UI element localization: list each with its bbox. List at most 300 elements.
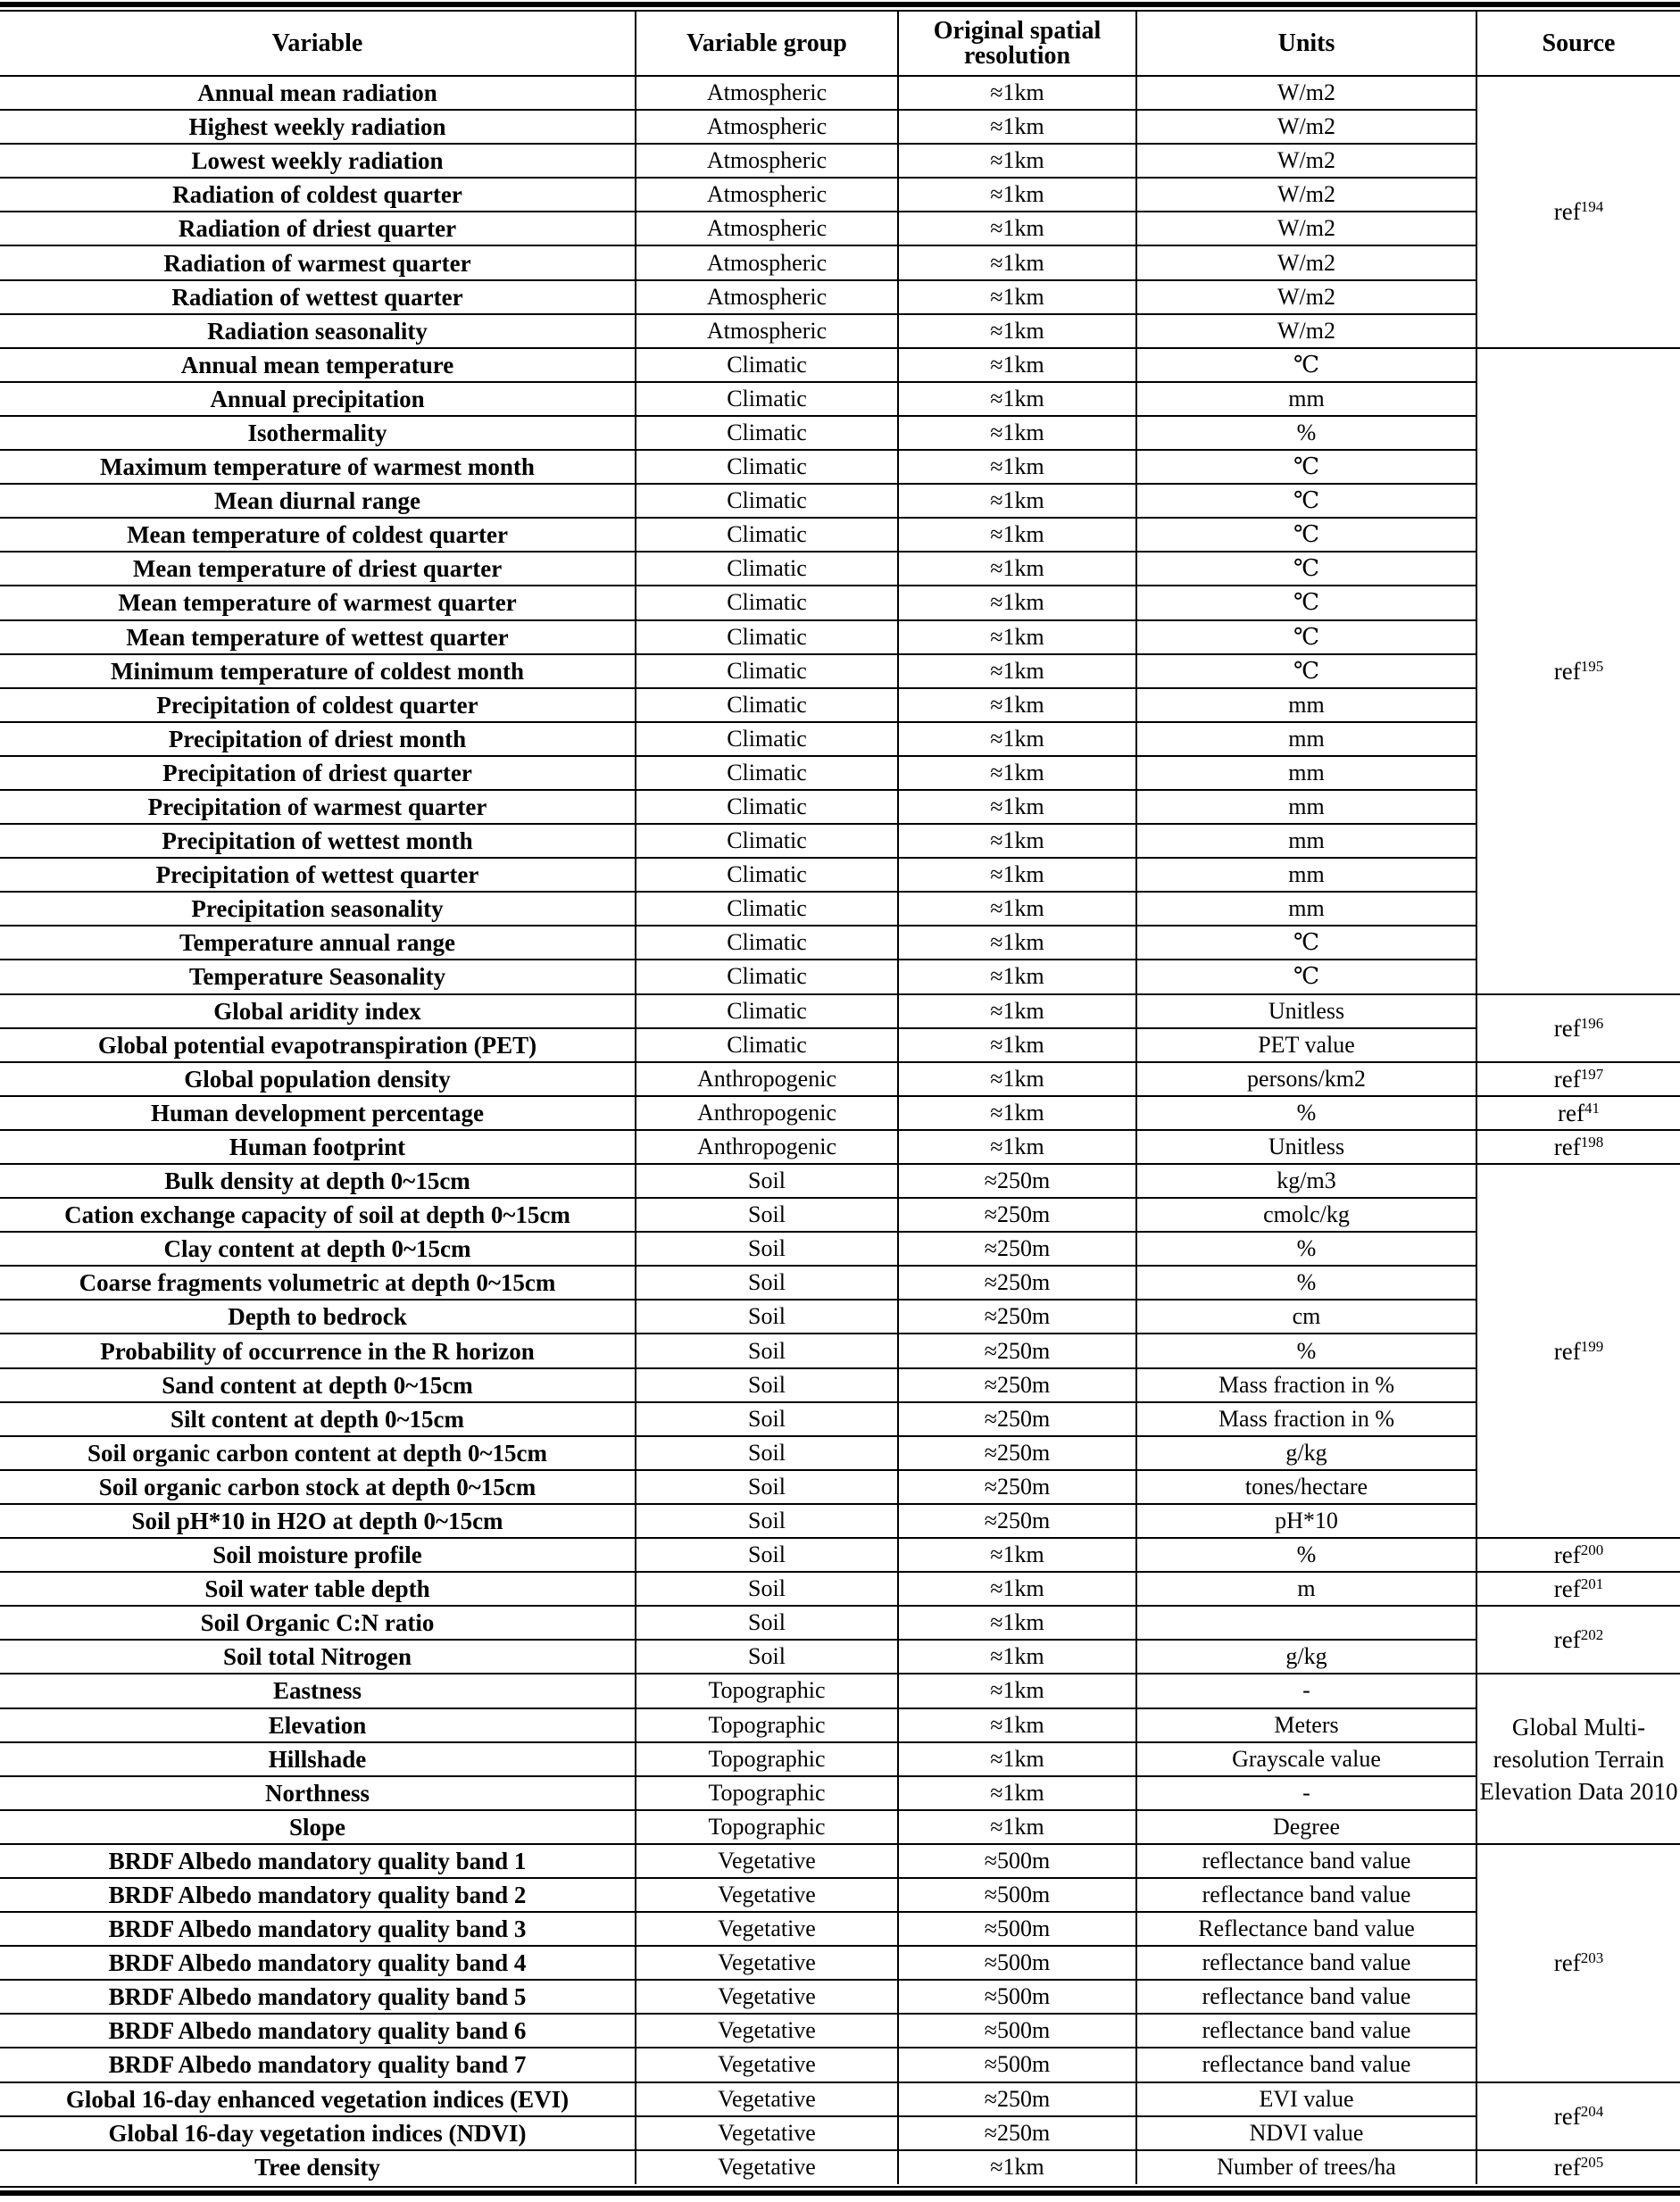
cell-resolution: ≈500m xyxy=(898,2014,1136,2048)
cell-variable-group: Atmospheric xyxy=(636,212,898,245)
cell-variable: Temperature Seasonality xyxy=(0,960,636,993)
cell-variable: Precipitation of driest quarter xyxy=(0,756,636,790)
table-row xyxy=(0,994,1680,1028)
source-text: ref xyxy=(1553,1014,1581,1042)
cell-variable: Temperature annual range xyxy=(0,926,636,960)
cell-variable: Soil Organic C:N ratio xyxy=(0,1606,636,1640)
cell-variable-group: Topographic xyxy=(636,1674,898,1708)
cell-variable: Precipitation of wettest quarter xyxy=(0,858,636,892)
table-row xyxy=(0,1878,1680,1912)
cell-variable: Mean temperature of driest quarter xyxy=(0,552,636,586)
cell-variable-group: Soil xyxy=(636,1164,898,1198)
source-text: ref xyxy=(1553,1065,1581,1093)
cell-source xyxy=(1476,1538,1680,1572)
cell-variable: Global aridity index xyxy=(0,994,636,1028)
cell-resolution: ≈1km xyxy=(898,892,1136,926)
bottom-rule-thin xyxy=(0,2186,1680,2188)
cell-source xyxy=(1476,1096,1680,1130)
table-row xyxy=(0,1980,1680,2014)
cell-source xyxy=(1476,1164,1680,1538)
cell-resolution: ≈500m xyxy=(898,1844,1136,1878)
source-superscript: 203 xyxy=(1580,1949,1604,1967)
table-row xyxy=(0,1708,1680,1742)
cell-variable-group: Soil xyxy=(636,1402,898,1436)
cell-resolution: ≈1km xyxy=(898,960,1136,993)
cell-variable-group: Soil xyxy=(636,1232,898,1266)
cell-variable-group: Climatic xyxy=(636,654,898,688)
cell-resolution: ≈250m xyxy=(898,2116,1136,2150)
cell-variable: Annual mean temperature xyxy=(0,348,636,382)
cell-units: % xyxy=(1136,1334,1476,1367)
cell-variable-group: Climatic xyxy=(636,348,898,382)
cell-resolution: ≈1km xyxy=(898,654,1136,688)
cell-resolution: ≈1km xyxy=(898,416,1136,450)
cell-variable: Slope xyxy=(0,1810,636,1844)
table-row xyxy=(0,1334,1680,1367)
cell-resolution: ≈250m xyxy=(898,1334,1136,1367)
cell-units xyxy=(1136,1606,1476,1640)
cell-resolution: ≈1km xyxy=(898,1538,1136,1572)
cell-resolution: ≈1km xyxy=(898,1708,1136,1742)
cell-resolution: ≈1km xyxy=(898,858,1136,892)
cell-variable-group: Soil xyxy=(636,1504,898,1538)
cell-source xyxy=(1476,1844,1680,2082)
header-resolution: Original spatial resolution xyxy=(898,12,1136,76)
cell-variable: Precipitation of warmest quarter xyxy=(0,790,636,824)
cell-source xyxy=(1476,1606,1680,1674)
cell-units: W/m2 xyxy=(1136,314,1476,348)
cell-variable-group: Topographic xyxy=(636,1776,898,1810)
table-row xyxy=(0,1130,1680,1164)
table-row xyxy=(0,892,1680,926)
cell-resolution: ≈1km xyxy=(898,994,1136,1028)
cell-resolution: ≈1km xyxy=(898,518,1136,552)
table-row xyxy=(0,1198,1680,1232)
cell-variable-group: Climatic xyxy=(636,518,898,552)
source-superscript: 196 xyxy=(1580,1014,1604,1032)
cell-variable: Soil organic carbon content at depth 0~15cm xyxy=(0,1436,636,1470)
cell-variable: Clay content at depth 0~15cm xyxy=(0,1232,636,1266)
cell-resolution: ≈1km xyxy=(898,552,1136,586)
cell-resolution: ≈500m xyxy=(898,1946,1136,1980)
cell-resolution: ≈250m xyxy=(898,1470,1136,1504)
source-superscript: 199 xyxy=(1580,1337,1604,1355)
source-superscript: 205 xyxy=(1580,2154,1604,2172)
cell-variable-group: Soil xyxy=(636,1300,898,1334)
table-row xyxy=(0,212,1680,245)
cell-variable: Hillshade xyxy=(0,1742,636,1776)
cell-units: pH*10 xyxy=(1136,1504,1476,1538)
cell-variable-group: Climatic xyxy=(636,620,898,654)
cell-units: W/m2 xyxy=(1136,110,1476,144)
source-superscript: 194 xyxy=(1580,198,1604,216)
cell-resolution: ≈1km xyxy=(898,450,1136,484)
table-row xyxy=(0,790,1680,824)
cell-variable: Maximum temperature of warmest month xyxy=(0,450,636,484)
cell-variable: Radiation of driest quarter xyxy=(0,212,636,245)
cell-variable-group: Climatic xyxy=(636,1028,898,1062)
cell-units: mm xyxy=(1136,688,1476,722)
cell-units: ℃ xyxy=(1136,654,1476,688)
cell-variable: BRDF Albedo mandatory quality band 3 xyxy=(0,1912,636,1946)
table-row xyxy=(0,1436,1680,1470)
cell-units: ℃ xyxy=(1136,620,1476,654)
cell-resolution: ≈1km xyxy=(898,1776,1136,1810)
cell-resolution: ≈1km xyxy=(898,586,1136,619)
variables-table xyxy=(0,12,1680,2184)
cell-units: PET value xyxy=(1136,1028,1476,1062)
cell-variable: Northness xyxy=(0,1776,636,1810)
cell-units: Reflectance band value xyxy=(1136,1912,1476,1946)
cell-variable: BRDF Albedo mandatory quality band 2 xyxy=(0,1878,636,1912)
table-row xyxy=(0,1028,1680,1062)
cell-resolution: ≈1km xyxy=(898,144,1136,178)
cell-units: Degree xyxy=(1136,1810,1476,1844)
table-row xyxy=(0,1470,1680,1504)
table-row xyxy=(0,756,1680,790)
cell-units: ℃ xyxy=(1136,348,1476,382)
cell-units: % xyxy=(1136,1538,1476,1572)
cell-variable-group: Climatic xyxy=(636,858,898,892)
source-text: ref xyxy=(1553,1541,1581,1569)
cell-units: persons/km2 xyxy=(1136,1062,1476,1096)
cell-resolution: ≈250m xyxy=(898,1504,1136,1538)
cell-variable-group: Climatic xyxy=(636,790,898,824)
cell-units: mm xyxy=(1136,790,1476,824)
cell-resolution: ≈1km xyxy=(898,824,1136,858)
table-row xyxy=(0,654,1680,688)
cell-variable: Annual precipitation xyxy=(0,382,636,416)
cell-resolution: ≈1km xyxy=(898,484,1136,518)
cell-resolution: ≈1km xyxy=(898,1028,1136,1062)
cell-units: cmolc/kg xyxy=(1136,1198,1476,1232)
cell-variable-group: Vegetative xyxy=(636,2116,898,2150)
cell-units: reflectance band value xyxy=(1136,2048,1476,2082)
cell-variable-group: Vegetative xyxy=(636,1912,898,1946)
table-row xyxy=(0,450,1680,484)
cell-units: Mass fraction in % xyxy=(1136,1402,1476,1436)
table-row xyxy=(0,620,1680,654)
cell-units: ℃ xyxy=(1136,484,1476,518)
source-superscript: 195 xyxy=(1580,657,1604,675)
cell-units: % xyxy=(1136,1096,1476,1130)
source-text: ref xyxy=(1553,1575,1581,1603)
cell-variable: Soil water table depth xyxy=(0,1572,636,1606)
cell-variable: Mean temperature of warmest quarter xyxy=(0,586,636,619)
cell-variable-group: Soil xyxy=(636,1470,898,1504)
cell-units: % xyxy=(1136,416,1476,450)
cell-units: Unitless xyxy=(1136,994,1476,1028)
cell-variable: Global 16-day enhanced vegetation indices (EVI) xyxy=(0,2082,636,2116)
cell-variable-group: Vegetative xyxy=(636,1844,898,1878)
top-rule xyxy=(0,2,1680,7)
table-row xyxy=(0,1810,1680,1844)
cell-resolution: ≈1km xyxy=(898,280,1136,314)
cell-units: ℃ xyxy=(1136,926,1476,960)
cell-variable: Precipitation seasonality xyxy=(0,892,636,926)
source-superscript: 198 xyxy=(1580,1133,1604,1151)
cell-units: Mass fraction in % xyxy=(1136,1368,1476,1402)
cell-resolution: ≈1km xyxy=(898,76,1136,110)
cell-resolution: ≈1km xyxy=(898,314,1136,348)
table-row xyxy=(0,1402,1680,1436)
cell-variable: Soil moisture profile xyxy=(0,1538,636,1572)
cell-resolution: ≈1km xyxy=(898,1130,1136,1164)
header-variable-group: Variable group xyxy=(636,12,898,76)
table-row xyxy=(0,1300,1680,1334)
cell-variable: Probability of occurrence in the R horizon xyxy=(0,1334,636,1367)
table-row xyxy=(0,1844,1680,1878)
table-row xyxy=(0,1912,1680,1946)
table-row xyxy=(0,1776,1680,1810)
cell-variable-group: Climatic xyxy=(636,688,898,722)
cell-resolution: ≈1km xyxy=(898,722,1136,756)
cell-variable: Soil pH*10 in H2O at depth 0~15cm xyxy=(0,1504,636,1538)
cell-resolution: ≈1km xyxy=(898,1674,1136,1708)
cell-resolution: ≈500m xyxy=(898,1878,1136,1912)
cell-variable-group: Soil xyxy=(636,1572,898,1606)
cell-variable: Precipitation of driest month xyxy=(0,722,636,756)
table-row xyxy=(0,722,1680,756)
cell-variable: Mean diurnal range xyxy=(0,484,636,518)
table-row xyxy=(0,518,1680,552)
cell-units: % xyxy=(1136,1266,1476,1300)
table-row xyxy=(0,552,1680,586)
cell-resolution: ≈1km xyxy=(898,1096,1136,1130)
source-text: Global Multi-resolution Terrain Elevation Data 2010 xyxy=(1479,1713,1678,1805)
cell-variable-group: Climatic xyxy=(636,960,898,993)
cell-resolution: ≈250m xyxy=(898,1436,1136,1470)
cell-variable: Eastness xyxy=(0,1674,636,1708)
table-row xyxy=(0,1674,1680,1708)
source-superscript: 204 xyxy=(1580,2102,1604,2120)
cell-units: mm xyxy=(1136,722,1476,756)
cell-resolution: ≈250m xyxy=(898,1300,1136,1334)
cell-variable-group: Vegetative xyxy=(636,2048,898,2082)
cell-units: mm xyxy=(1136,858,1476,892)
source-superscript: 197 xyxy=(1580,1065,1604,1083)
cell-units: Meters xyxy=(1136,1708,1476,1742)
cell-variable-group: Climatic xyxy=(636,722,898,756)
cell-units: reflectance band value xyxy=(1136,1878,1476,1912)
cell-variable-group: Climatic xyxy=(636,892,898,926)
cell-units: ℃ xyxy=(1136,518,1476,552)
table-row xyxy=(0,688,1680,722)
cell-resolution: ≈1km xyxy=(898,620,1136,654)
cell-variable: Isothermality xyxy=(0,416,636,450)
table-row xyxy=(0,76,1680,110)
cell-variable: Precipitation of coldest quarter xyxy=(0,688,636,722)
cell-source xyxy=(1476,1674,1680,1843)
cell-resolution: ≈1km xyxy=(898,1640,1136,1674)
cell-units: EVI value xyxy=(1136,2082,1476,2116)
table-row xyxy=(0,314,1680,348)
cell-variable: Tree density xyxy=(0,2150,636,2184)
cell-variable: Precipitation of wettest month xyxy=(0,824,636,858)
table-row xyxy=(0,1232,1680,1266)
cell-variable-group: Climatic xyxy=(636,756,898,790)
cell-variable-group: Climatic xyxy=(636,926,898,960)
cell-variable-group: Climatic xyxy=(636,552,898,586)
source-text: ref xyxy=(1553,2102,1581,2130)
table-row xyxy=(0,1742,1680,1776)
source-text: ref xyxy=(1553,1337,1581,1365)
cell-units: reflectance band value xyxy=(1136,2014,1476,2048)
cell-resolution: ≈1km xyxy=(898,245,1136,279)
cell-variable: Human development percentage xyxy=(0,1096,636,1130)
cell-variable: Human footprint xyxy=(0,1130,636,1164)
cell-units: g/kg xyxy=(1136,1640,1476,1674)
source-superscript: 41 xyxy=(1584,1099,1600,1117)
table-row xyxy=(0,2116,1680,2150)
table-row xyxy=(0,2048,1680,2082)
cell-variable: Silt content at depth 0~15cm xyxy=(0,1402,636,1436)
source-superscript: 201 xyxy=(1580,1575,1604,1593)
table-row xyxy=(0,824,1680,858)
cell-variable-group: Anthropogenic xyxy=(636,1062,898,1096)
cell-resolution: ≈1km xyxy=(898,2150,1136,2184)
cell-variable: Cation exchange capacity of soil at depth 0~15cm xyxy=(0,1198,636,1232)
source-text: ref xyxy=(1558,1099,1584,1126)
cell-units: tones/hectare xyxy=(1136,1470,1476,1504)
cell-resolution: ≈1km xyxy=(898,1606,1136,1640)
cell-variable-group: Atmospheric xyxy=(636,280,898,314)
cell-units: mm xyxy=(1136,756,1476,790)
table-row xyxy=(0,1946,1680,1980)
cell-resolution: ≈500m xyxy=(898,1980,1136,2014)
cell-variable: Sand content at depth 0~15cm xyxy=(0,1368,636,1402)
table-row xyxy=(0,382,1680,416)
source-superscript: 202 xyxy=(1580,1626,1604,1644)
cell-resolution: ≈1km xyxy=(898,1810,1136,1844)
cell-variable-group: Atmospheric xyxy=(636,178,898,212)
cell-variable-group: Climatic xyxy=(636,824,898,858)
cell-variable: Annual mean radiation xyxy=(0,76,636,110)
cell-variable: Global potential evapotranspiration (PET) xyxy=(0,1028,636,1062)
cell-variable: Minimum temperature of coldest month xyxy=(0,654,636,688)
cell-variable: BRDF Albedo mandatory quality band 6 xyxy=(0,2014,636,2048)
cell-variable: BRDF Albedo mandatory quality band 5 xyxy=(0,1980,636,2014)
cell-variable-group: Climatic xyxy=(636,484,898,518)
cell-units: ℃ xyxy=(1136,586,1476,619)
cell-variable-group: Vegetative xyxy=(636,2014,898,2048)
table-row xyxy=(0,110,1680,144)
cell-units: reflectance band value xyxy=(1136,1946,1476,1980)
cell-resolution: ≈250m xyxy=(898,1266,1136,1300)
cell-resolution: ≈250m xyxy=(898,1368,1136,1402)
bottom-rule xyxy=(0,2190,1680,2196)
cell-variable: Global population density xyxy=(0,1062,636,1096)
cell-variable-group: Soil xyxy=(636,1266,898,1300)
cell-variable: Radiation of coldest quarter xyxy=(0,178,636,212)
cell-units: mm xyxy=(1136,382,1476,416)
table-row xyxy=(0,484,1680,518)
cell-variable: BRDF Albedo mandatory quality band 4 xyxy=(0,1946,636,1980)
cell-source xyxy=(1476,2082,1680,2150)
cell-source xyxy=(1476,76,1680,348)
cell-variable-group: Atmospheric xyxy=(636,76,898,110)
cell-source xyxy=(1476,348,1680,994)
cell-variable-group: Vegetative xyxy=(636,2150,898,2184)
cell-variable: Soil total Nitrogen xyxy=(0,1640,636,1674)
table-row xyxy=(0,586,1680,619)
cell-variable-group: Atmospheric xyxy=(636,144,898,178)
cell-resolution: ≈250m xyxy=(898,2082,1136,2116)
cell-variable: Radiation of wettest quarter xyxy=(0,280,636,314)
source-text: ref xyxy=(1553,657,1581,685)
table-row xyxy=(0,960,1680,993)
cell-variable-group: Vegetative xyxy=(636,1946,898,1980)
cell-resolution: ≈1km xyxy=(898,110,1136,144)
cell-variable-group: Soil xyxy=(636,1640,898,1674)
cell-variable-group: Soil xyxy=(636,1334,898,1367)
cell-units: kg/m3 xyxy=(1136,1164,1476,1198)
cell-variable-group: Anthropogenic xyxy=(636,1096,898,1130)
cell-units: ℃ xyxy=(1136,552,1476,586)
cell-variable: Mean temperature of coldest quarter xyxy=(0,518,636,552)
table-row xyxy=(0,1504,1680,1538)
cell-variable: Radiation of warmest quarter xyxy=(0,245,636,279)
cell-resolution: ≈500m xyxy=(898,2048,1136,2082)
cell-variable: Elevation xyxy=(0,1708,636,1742)
cell-resolution: ≈250m xyxy=(898,1198,1136,1232)
cell-variable-group: Climatic xyxy=(636,382,898,416)
cell-units: cm xyxy=(1136,1300,1476,1334)
cell-variable: Soil organic carbon stock at depth 0~15cm xyxy=(0,1470,636,1504)
cell-variable: Radiation seasonality xyxy=(0,314,636,348)
table-row xyxy=(0,1062,1680,1096)
cell-source xyxy=(1476,1062,1680,1096)
cell-variable-group: Climatic xyxy=(636,586,898,619)
cell-resolution: ≈1km xyxy=(898,756,1136,790)
header-row xyxy=(0,12,1680,76)
cell-variable-group: Vegetative xyxy=(636,1980,898,2014)
table-row xyxy=(0,1606,1680,1640)
cell-resolution: ≈1km xyxy=(898,1572,1136,1606)
header-variable: Variable xyxy=(0,12,636,76)
table-row xyxy=(0,348,1680,382)
cell-source xyxy=(1476,1572,1680,1606)
cell-resolution: ≈250m xyxy=(898,1164,1136,1198)
cell-variable-group: Topographic xyxy=(636,1742,898,1776)
cell-units: W/m2 xyxy=(1136,178,1476,212)
cell-units: W/m2 xyxy=(1136,144,1476,178)
cell-units: m xyxy=(1136,1572,1476,1606)
table-row xyxy=(0,1164,1680,1198)
source-text: ref xyxy=(1553,2154,1581,2181)
cell-resolution: ≈1km xyxy=(898,1062,1136,1096)
table-row xyxy=(0,2082,1680,2116)
cell-variable-group: Soil xyxy=(636,1606,898,1640)
cell-variable-group: Vegetative xyxy=(636,2082,898,2116)
cell-variable: Bulk density at depth 0~15cm xyxy=(0,1164,636,1198)
cell-variable-group: Climatic xyxy=(636,994,898,1028)
cell-units: ℃ xyxy=(1136,960,1476,993)
cell-units: % xyxy=(1136,1232,1476,1266)
cell-units: reflectance band value xyxy=(1136,1980,1476,2014)
cell-resolution: ≈1km xyxy=(898,178,1136,212)
table-row xyxy=(0,926,1680,960)
cell-variable-group: Soil xyxy=(636,1436,898,1470)
source-text: ref xyxy=(1553,1949,1581,1977)
cell-source xyxy=(1476,1130,1680,1164)
cell-variable-group: Soil xyxy=(636,1198,898,1232)
table-row xyxy=(0,1640,1680,1674)
cell-units: mm xyxy=(1136,892,1476,926)
cell-resolution: ≈500m xyxy=(898,1912,1136,1946)
cell-resolution: ≈1km xyxy=(898,382,1136,416)
cell-resolution: ≈250m xyxy=(898,1402,1136,1436)
